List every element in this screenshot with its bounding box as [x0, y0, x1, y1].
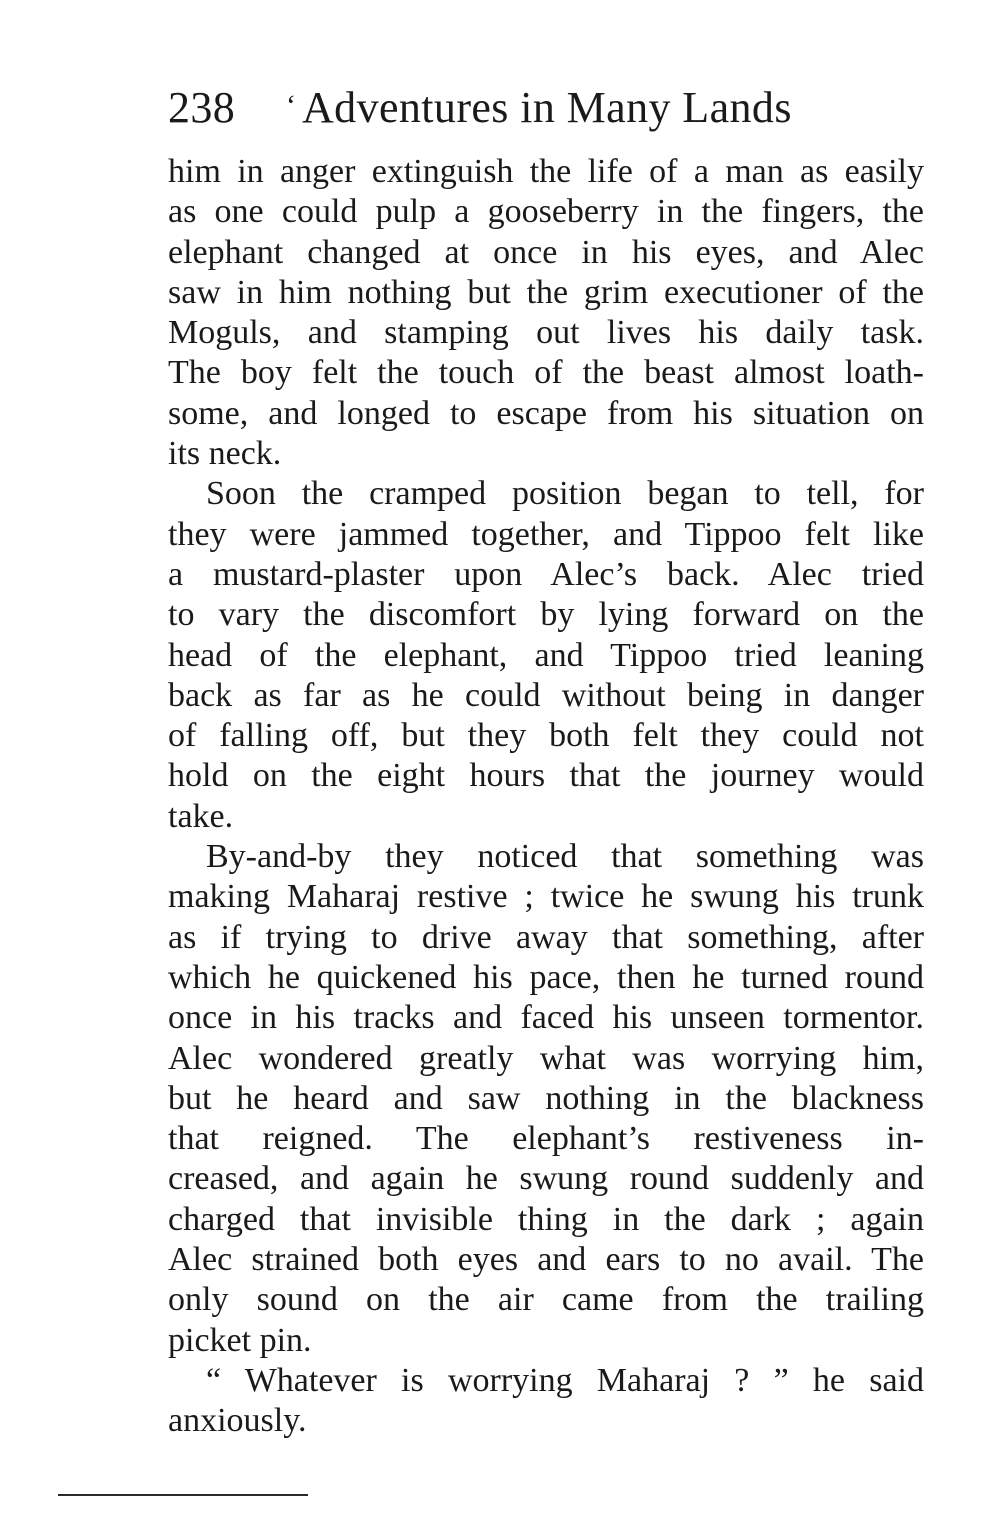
text-line: its neck. — [168, 435, 282, 473]
text-line: as if trying to drive away that something, after — [168, 918, 924, 956]
text-line: of falling off, but they both felt they could not — [168, 717, 924, 755]
paragraph-1 — [168, 152, 924, 474]
running-title: Adventures in Many Lands — [302, 83, 792, 132]
text-line: picket pin. — [168, 1321, 312, 1359]
paragraph-4 — [168, 1361, 924, 1442]
text-line: anxiously. — [168, 1402, 307, 1440]
text-line: they were jammed together, and Tippoo felt like — [168, 515, 924, 553]
text-line: By-and-by they noticed that something was — [206, 838, 924, 876]
text-line: “ Whatever is worrying Maharaj ? ” he said — [206, 1361, 924, 1399]
paragraph-3 — [168, 837, 924, 1361]
footer-rule — [58, 1494, 308, 1496]
text-line: once in his tracks and faced his unseen tormentor. — [168, 999, 924, 1037]
text-line: that reigned. The elephant’s restiveness in- — [168, 1120, 924, 1158]
text-line: some, and longed to escape from his situation on — [168, 394, 924, 432]
text-line: head of the elephant, and Tippoo tried leaning — [168, 636, 924, 674]
text-line: Soon the cramped position began to tell, for — [206, 475, 924, 513]
body-text — [168, 152, 924, 1442]
text-line: creased, and again he swung round suddenly and — [168, 1160, 924, 1198]
text-line: him in anger extinguish the life of a man as easily — [168, 153, 924, 190]
text-line: hold on the eight hours that the journey would — [168, 757, 924, 795]
text-line: Alec wondered greatly what was worrying him, — [168, 1039, 924, 1077]
text-line: saw in him nothing but the grim executioner of the — [168, 273, 924, 311]
text-line: but he heard and saw nothing in the blackness — [168, 1079, 924, 1117]
text-line: Alec strained both eyes and ears to no avail. The — [168, 1241, 924, 1279]
text-line: a mustard-plaster upon Alec’s back. Alec tried — [168, 555, 924, 593]
running-head — [168, 80, 920, 136]
paragraph-2 — [168, 474, 924, 837]
text-line: Moguls, and stamping out lives his daily task. — [168, 314, 924, 352]
text-line: The boy felt the touch of the beast almost loath- — [168, 354, 924, 392]
text-line: charged that invisible thing in the dark ; again — [168, 1200, 924, 1238]
text-line: to vary the discomfort by lying forward on the — [168, 596, 924, 634]
text-line: which he quickened his pace, then he turned round — [168, 958, 924, 996]
text-line: elephant changed at once in his eyes, and Alec — [168, 233, 924, 271]
text-line: take. — [168, 797, 234, 835]
text-line: only sound on the air came from the trailing — [168, 1281, 924, 1319]
text-line: back as far as he could without being in danger — [168, 676, 924, 714]
page-number: 238 — [168, 83, 236, 132]
text-line: making Maharaj restive ; twice he swung his trunk — [168, 878, 924, 916]
printer-mark: ʻ — [286, 89, 297, 122]
text-line: as one could pulp a gooseberry in the fingers, the — [168, 193, 924, 231]
